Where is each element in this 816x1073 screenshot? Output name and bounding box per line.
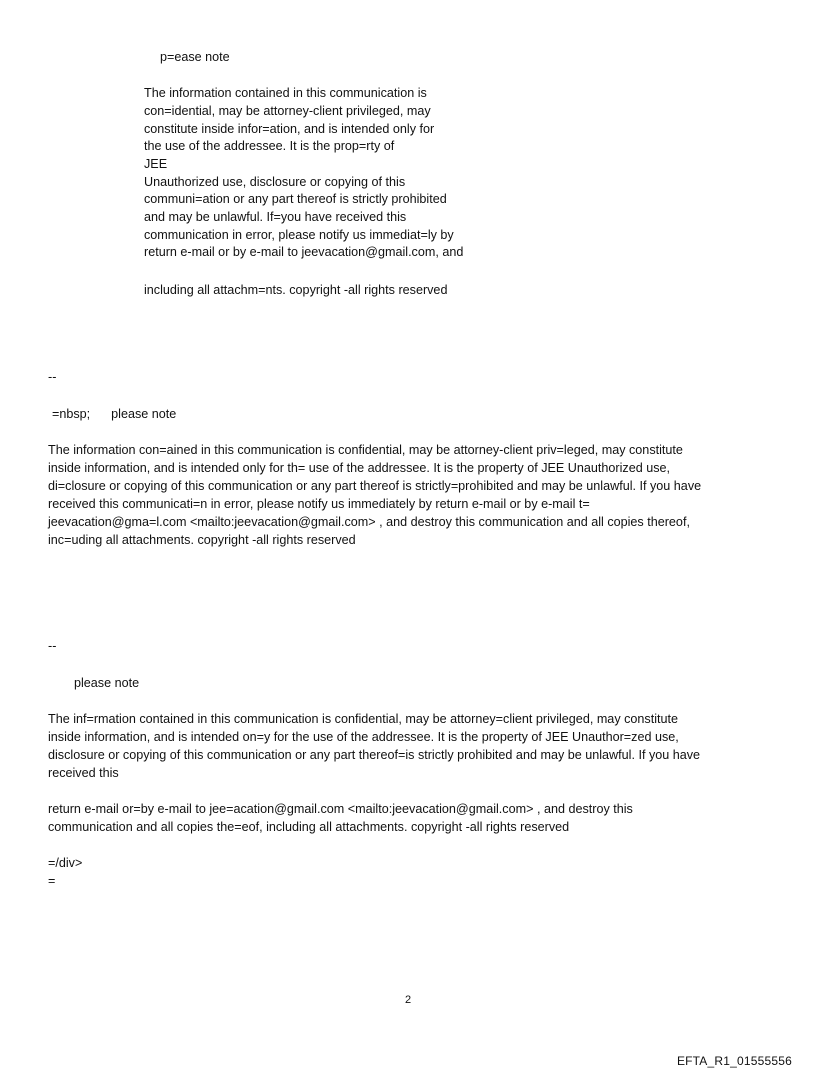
section1-heading: p=ease note: [160, 50, 230, 64]
section3-line-6: communication and all copies the=eof, including all attachments. copyright -all rights reserved: [48, 820, 570, 834]
section1-closing: including all attachm=nts. copyright -all rights reserved: [144, 283, 448, 297]
section2-line-5: jeevacation@gma=l.com <mailto:jeevacation@gmail.com> , and destroy this communication and all copies thereof,: [48, 515, 690, 529]
section2-line-1: The information con=ained in this communication is confidential, may be attorney-client priv=leged, may constitute: [48, 443, 683, 457]
section1-line-8: and may be unlawful. If=you have received this: [144, 210, 407, 224]
section1-line-9: communication in error, please notify us immediat=ly by: [144, 228, 454, 242]
section2-line-3: di=closure or copying of this communication or any part thereof is strictly=prohibited and may be unlawful. If you have: [48, 479, 702, 493]
section3-separator: --: [48, 639, 57, 653]
section2-line-4: received this communicati=n in error, please notify us immediately by return e-mail or by e-mail t=: [48, 497, 590, 511]
section3-line-4: received this: [48, 766, 119, 780]
section1-line-3: constitute inside infor=ation, and is intended only for: [144, 122, 435, 136]
section3-line-5: return e-mail or=by e-mail to jee=acation@gmail.com <mailto:jeevacation@gmail.com> , and destroy this: [48, 802, 633, 816]
page-number: 2: [404, 994, 412, 1006]
section3-line-2: inside information, and is intended on=y for the use of the addressee. It is the property of JEE Unauthor=zed use,: [48, 730, 679, 744]
section1-line-6: Unauthorized use, disclosure or copying of this: [144, 175, 406, 189]
section1-line-1: The information contained in this communication is: [144, 86, 427, 100]
section2-separator: --: [48, 370, 57, 384]
section3-tail-2: =: [48, 874, 56, 888]
section1-line-5: JEE: [144, 157, 168, 171]
section1-line-2: con=idential, may be attorney-client privileged, may: [144, 104, 431, 118]
section1-line-10: return e-mail or by e-mail to jeevacation@gmail.com, and: [144, 245, 464, 259]
section2-line-2: inside information, and is intended only for th= use of the addressee. It is the property of JEE Unauthorized use,: [48, 461, 671, 475]
section3-line-1: The inf=rmation contained in this communication is confidential, may be attorney=client privileged, may constitute: [48, 712, 679, 726]
section3-tail-1: =/div>: [48, 856, 83, 870]
document-id-footer: EFTA_R1_01555556: [676, 1054, 792, 1068]
section1-line-7: communi=ation or any part thereof is strictly prohibited: [144, 192, 447, 206]
section1-line-4: the use of the addressee. It is the prop=rty of: [144, 139, 395, 153]
section3-heading: please note: [74, 676, 140, 690]
section2-line-6: inc=uding all attachments. copyright -all rights reserved: [48, 533, 356, 547]
section3-line-3: disclosure or copying of this communication or any part thereof=is strictly prohibited and may be unlawful. If you have: [48, 748, 701, 762]
section2-heading: =nbsp; please note: [52, 407, 177, 421]
